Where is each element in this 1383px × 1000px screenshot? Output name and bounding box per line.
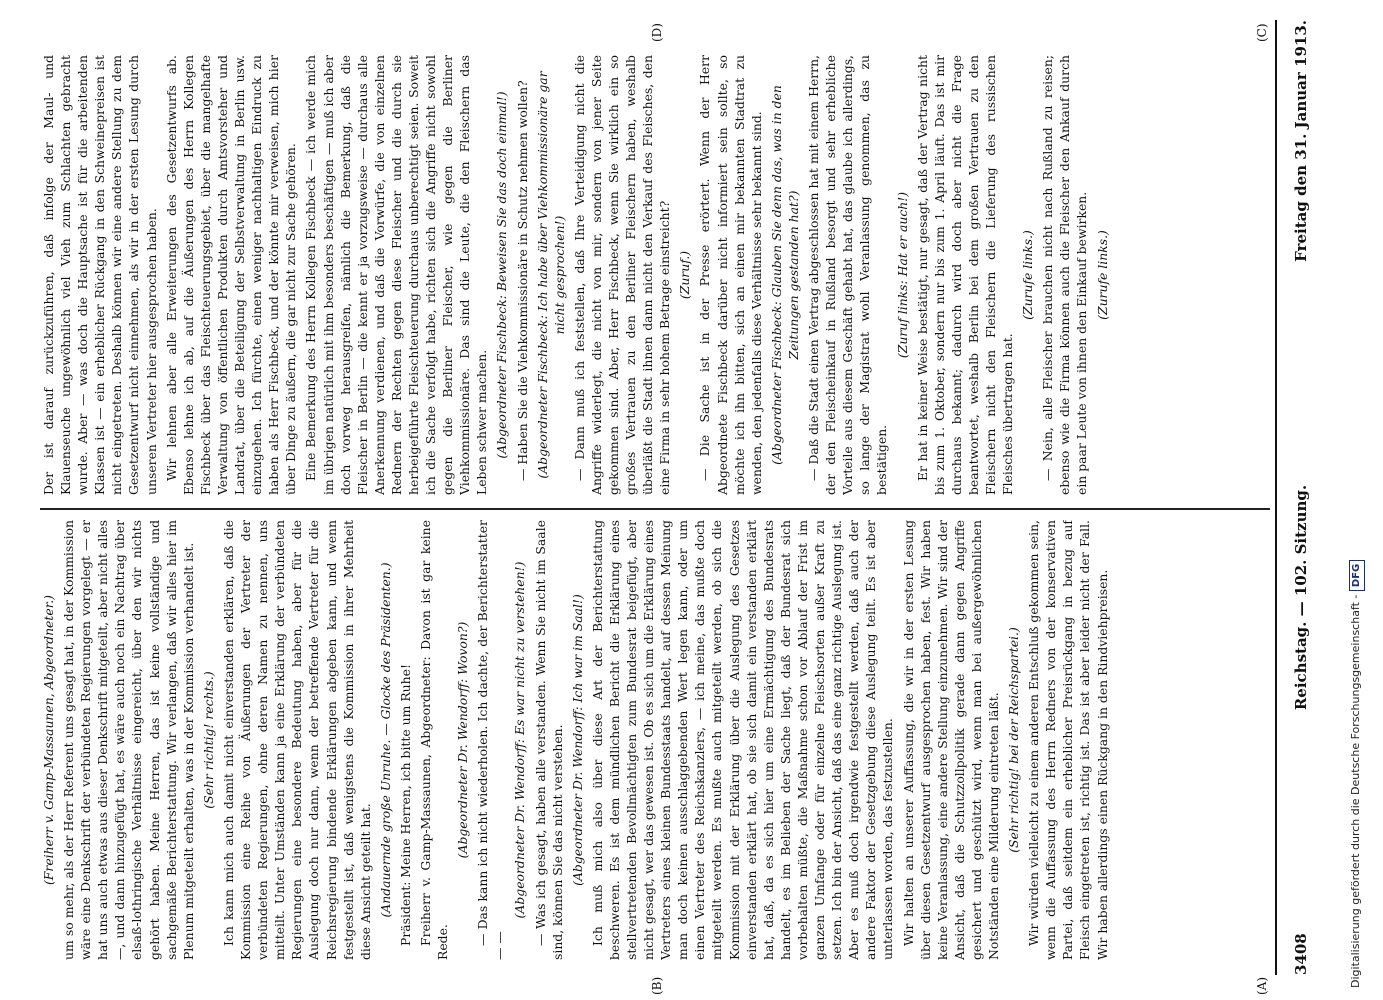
interjection: (Zuruf links: Hat er auch!): [894, 191, 910, 359]
paragraph: Wir würden vielleicht zu einem anderen Entschluß gekommen sein, wenn die Auffassung des Herrn Redners von der konservativen Partei, daß seitdem ein erheblicher Preisrückgang in bezug auf Fleisch eingetreten ist, richtig ist. Das ist aber leider nicht der Fall. Wir haben allerdings einen Rückgang in den Rindviehpreisen.: [1026, 520, 1110, 960]
session-title: Reichstag. — 102. Sitzung.: [1292, 484, 1310, 711]
interjection: (Abgeordneter Dr. Wendorff: Wovon?): [455, 621, 471, 859]
interjection: (Abgeordneter Fischbeck: Beweisen Sie das doch einmal!): [494, 91, 510, 459]
paragraph: — Dann muß ich feststellen, daß Ihre Verteidigung nicht die Angriffe widerlegt, die nicht von mir, sondern von jener Seite gekommen sind. Aber, Herr Fischbeck, wenn Sie wirklich ein so großes Vertrauen zu den Berliner Fleischern haben, weshalb überläßt die Stadt ihnen dann nicht den Verkauf des Fleisches, den eine Firma in sehr hohem Betrage einstreicht?: [571, 55, 673, 495]
paragraph: Wir halten an unserer Auffassung, die wir in der ersten Lesung über diesen Gesetzentwurf ausgesprochen haben, fest. Wir haben keine Veranlassung, eine andere Stellung einzunehmen. Wir sind der Ansicht, daß die Schutzzollpolitik gerade dann gegen Angriffe gesichert und geschützt wird, wenn man bei außergewöhnlichen Notständen eine Milderung eintreten läßt.: [900, 520, 1001, 960]
speaker-line: (Freiherr v. Gamp-Massaunen, Abgeordneter.): [41, 594, 56, 886]
marker-d: (D): [650, 23, 664, 42]
interjection: (Sehr richtig! bei der Reichspartei.): [1006, 627, 1022, 853]
column-left-text: [40, 520, 1268, 960]
paragraph: Ich kann mich auch damit nicht einverstanden erklären, daß die Kommission eine Reihe von Äußerungen der Vertreter der verbündeten Regierungen, ohne deren Namen zu nennen, uns mitteilt. Unter Umständen kann ja eine Erklärung der verbündeten Regierungen eine besondere Bedeutung haben, aber für die Auslegung doch nur dann, wenn der betreffende Vertreter für die Reichsregierung bindende Erklärungen abgeben kann, und wenn festgestellt ist, daß wenigstens die Kommission in ihrer Mehrheit diese Ansicht geteilt hat.: [220, 520, 373, 960]
paragraph: — Das kann ich nicht wiederholen. Ich dachte, der Berichterstatter — —: [475, 520, 508, 960]
paragraph: — Haben Sie die Viehkommissionäre in Schutz nehmen wollen?: [514, 80, 530, 481]
marker-b: (B): [650, 976, 664, 995]
interjection: (Sehr richtig! rechts.): [200, 671, 216, 809]
marker-c: (C): [1255, 23, 1269, 42]
interjection: (Abgeordneter Dr. Wendorff: Es war nicht zu verstehen!): [512, 561, 528, 919]
interjection: (Andauernde große Unruhe. — Glocke des Präsidenten.): [377, 562, 393, 918]
paragraph: — Daß die Stadt einen Vertrag abgeschlossen hat mit einem Herrn, der den Fleischeinkauf in Rußland besorgt und sehr erhebliche Vorteile aus diesem Geschäft gehabt hat, das glaube ich allerdings, so lange der Magistrat wohl Veranlassung genommen, das zu bestätigen.: [806, 55, 890, 495]
paragraph: — Nein, alle Fleischer brauchen nicht nach Rußland zu reisen; ebenso wie die Firma können auch die Fleischer den Ankauf durch ein paar Leute von ihnen den Einkauf bewirken.: [1040, 55, 1090, 495]
interjection: (Zurufe links.): [1094, 230, 1110, 320]
dfg-logo: DFG: [1349, 560, 1365, 591]
paragraph: Präsident: Meine Herren, ich bitte um Ruhe!: [397, 664, 413, 946]
paragraph: Eine Bemerkung des Herrn Kollegen Fischbeck — ich werde mich im übrigen natürlich mit ihm besonders beschäftigen — muß ich aber doch vorweg herausgreifen, nämlich die Bemerkung, daß die Fleischer in Berlin — die kennt er ja vorzugsweise — durchaus alle Anerkennung verdienen, und daß die Vorwürfe, die von einzelnen Rednern der Rechten gegen diese Fleischer und die durch sie herbeigeführte Fleischteuerung durchaus unberechtigt seien. Soweit ich die Sache verfolgt habe, richten sich die Angriffe nicht sowohl gegen die Berliner Fleischer, wie gegen die Berliner Viehkommissionäre. Das sind die Leute, die den Fleischern das Leben schwer machen.: [303, 55, 490, 495]
digitization-text: Digitalisierung gefördert durch die Deutsche Forschungsgemeinschaft -: [1349, 594, 1362, 988]
session-date: Freitag den 31. Januar 1913.: [1292, 20, 1310, 262]
paragraph: — Die Sache ist in der Presse erörtert. Wenn der Herr Abgeordnete Fischbeck darüber nicht informiert sein sollte, so möchte ich ihn bitten, sich an einen mir bekannten Stadtrat zu wenden, den jedenfalls diese Verhältnisse sehr bekannt sind.: [697, 55, 764, 495]
paragraph: Freiherr v. Gamp-Massaunen, Abgeordneter: Davon ist gar keine Rede.: [417, 520, 451, 960]
paragraph: Er hat in keiner Weise bestätigt, nur gesagt, daß der Vertrag nicht bis zum 1. Oktober, sondern nur bis zum 1. April läuft. Das ist mir durchaus bekannt; dadurch wird doch aber nicht die Frage beantwortet, weshalb Berlin bei dem großen Vertrauen zu den Fleischern nicht den Fleischern die Lieferung des russischen Fleisches übertragen hat.: [914, 55, 1016, 495]
paragraph: Wir lehnen aber alle Erweiterungen des Gesetzentwurfs ab. Ebenso lehne ich ab, auf die Äußerungen des Herrn Kollegen Fischbeck über das Fleischteuerungsgebiet, über die mangelhafte Verwaltung von öffentlichen Produkten durch Amtsvorsteher und Landrat, über die Beteiligung der Selbstverwaltung in Berlin usw. einzugehen. Ich fürchte, einen weniger nachhaltigen Eindruck zu haben als Herr Fischbeck, und der könnte mir verweisen, mich hier über Dinge zu äußern, die gar nicht zur Sache gehören.: [163, 55, 299, 495]
page-number: 3408: [1292, 933, 1310, 975]
column-right-text: [40, 55, 1268, 495]
interjection: (Zuruf.): [677, 250, 693, 300]
paragraph: um so mehr, als der Herr Referent uns gesagt hat, in der Kommission wäre eine Denkschrift der verbündeten Regierungen vorgelegt — er hat uns auch etwas aus dieser Denkschrift mitgeteilt, aber nicht alles —, und dann hinzugefügt hat, es wäre auch noch ein Nachtrag über elsaß-lothringische Verhältnisse eingereicht, über den wir nichts gehört haben. Meine Herren, das ist keine vollständige und sachgemäße Berichterstattung. Wir verlangen, daß wir alles hier im Plenum mitgeteilt erhalten, was in der Kommission verhandelt ist.: [61, 520, 196, 960]
interjection: (Zurufe links.): [1020, 230, 1036, 320]
marker-a: (A): [1255, 976, 1269, 995]
interjection: (Abgeordneter Fischbeck: Glauben Sie denn das, was in den Zeitungen gestanden hat?): [768, 85, 801, 465]
interjection: (Abgeordneter Dr. Wendorff: Ich war im Saal!): [569, 594, 585, 886]
paragraph: Ich muß mich also über diese Art der Berichterstattung beschweren. Es ist dem mündlichen Bericht die Erklärung eines stellvertretenden Bevollmächtigten zum Bundesrat beigefügt, aber nicht gesagt, wer das gewesen ist. Ob es sich um die Erklärung eines Vertreters eines kleinen Bundesstaats handelt, auf dessen Meinung man doch keinen ausschlaggebenden Wert legen kann, oder um einen Vertreter des Reichskanzlers, — ich meine, das mußte doch mitgeteilt werden. Es mußte auch mitgeteilt werden, ob sich die Kommission mit der Erklärung über die Auslegung des Gesetzes einverstanden erklärt hat, ob sie sich damit ein verstanden erklärt hat, daß, da es sich hier um eine Ermächtigung des Bundesrats handelt, es im Belieben der Sache liegt, daß der Bundesrat sich vorbehalten müßte, die Maßnahme schon vor Ablauf der Frist im ganzen Umfange oder für einzelne Fleischsorten außer Kraft zu setzen. Ich bin der Ansicht, daß das eine ganz richtige Auslegung ist. Aber es muß doch irgendwie festgestellt werden, daß auch der andere Faktor der Gesetzgebung diese Auslegung teilt. Es ist aber unterlassen worden, das festzustellen.: [589, 520, 896, 960]
paragraph: — Was ich gesagt, haben alle verstanden. Wenn Sie nicht im Saale sind, können Sie das nicht verstehen.: [532, 520, 565, 960]
interjection: (Abgeordneter Fischbeck: Ich habe über Viehkommissionäre gar nicht gesprochen!): [534, 71, 567, 479]
paragraph: Der ist darauf zurückzuführen, daß infolge der Maul- und Klauenseuche ungewöhnlich viel Vieh zum Schlachten gebracht wurde. Aber — was doch die Hauptsache ist für die arbeitenden Klassen ist — ein erheblicher Rückgang in den Schweinepreisen ist nicht eingetreten. Deshalb können wir eine andere Stellung zu dem Gesetzentwurf nicht einnehmen, als wir in der ersten Lesung durch unseren Vertreter hier ausgesprochen haben.: [41, 55, 159, 495]
